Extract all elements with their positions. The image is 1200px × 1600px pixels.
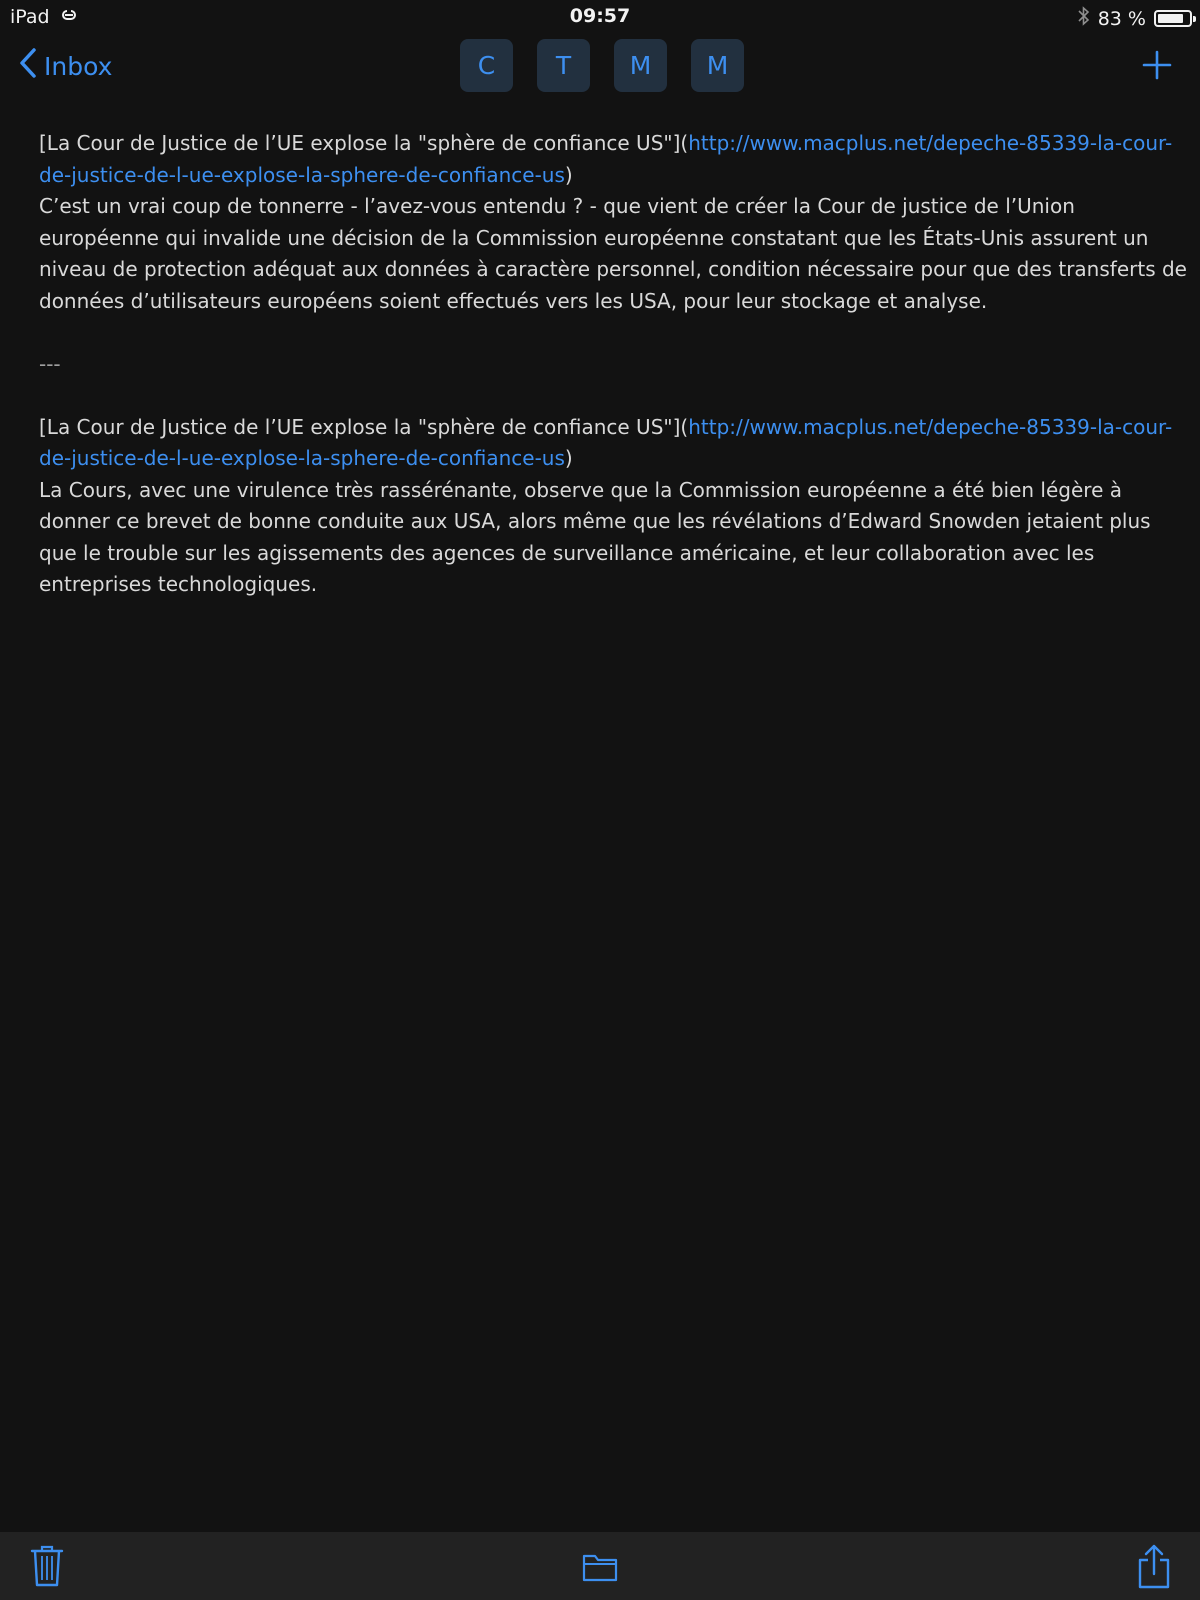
article-link[interactable]: http://www.macplus.net/depeche-85339-la-cour-de-justice-de-l-ue-explose-la-sphere-de-confiance-us xyxy=(39,131,1173,187)
avatar-m[interactable]: M xyxy=(614,39,667,92)
bluetooth-icon xyxy=(1078,6,1090,31)
back-button-label: Inbox xyxy=(44,51,113,81)
chevron-left-icon xyxy=(18,47,38,85)
battery-icon xyxy=(1154,10,1192,27)
article-link[interactable]: http://www.macplus.net/depeche-85339-la-cour-de-justice-de-l-ue-explose-la-sphere-de-confiance-us xyxy=(39,414,1173,470)
link-close: ) xyxy=(564,446,573,470)
status-time: 09:57 xyxy=(569,5,631,27)
device-name: iPad xyxy=(10,6,50,28)
link-title: [La Cour de Justice de l’UE explose la "sphère de confiance US"]( xyxy=(39,414,689,439)
message-paragraph-2: La Cours, avec une virulence très rassérénante, observe que la Commission européenne a été bien légère à donner ce brevet de bonne conduite aux USA, alors même que les révélations d’Edward Snowden jetaient plus que le trouble sur les agissements des agences de surveillance américaine, et leur collaboration avec les entreprises technologiques. xyxy=(39,477,1151,596)
battery-percentage: 83 % xyxy=(1097,7,1146,30)
recipient-avatars xyxy=(460,39,744,92)
avatar-c[interactable]: C xyxy=(460,39,513,92)
message-paragraph-1: C’est un vrai coup de tonnerre - l’avez-vous entendu ? - que vient de créer la Cour de justice de l’Union européenne qui invalide une décision de la Commission européenne constatant que les États-Unis assurent un niveau de protection adéquat aux données à caractère personnel, condition nécessaire pour que des transferts de données d’utilisateurs européens soient effectués vers les USA, pour leur stockage et analyse. xyxy=(39,194,1187,313)
folder-icon xyxy=(582,1567,618,1586)
share-icon xyxy=(1137,1575,1171,1594)
message-body xyxy=(39,128,1189,601)
bottom-toolbar xyxy=(0,1532,1200,1600)
message-link-line-1 xyxy=(39,128,1189,191)
avatar-t[interactable]: T xyxy=(537,39,590,92)
share-button[interactable] xyxy=(1137,1544,1171,1594)
message-link-line-2 xyxy=(39,412,1189,475)
avatar-m-2[interactable]: M xyxy=(691,39,744,92)
navigation-bar xyxy=(0,34,1200,98)
status-bar xyxy=(0,0,1200,34)
link-close: ) xyxy=(564,162,573,187)
move-to-folder-button[interactable] xyxy=(582,1552,618,1586)
delete-button[interactable] xyxy=(30,1544,64,1592)
separator: --- xyxy=(39,351,61,376)
plus-icon xyxy=(1142,65,1172,84)
back-to-inbox-button[interactable] xyxy=(18,47,112,85)
trash-icon xyxy=(30,1573,64,1592)
add-button[interactable] xyxy=(1142,50,1172,84)
link-title: [La Cour de Justice de l’UE explose la "sphère de confiance US"]( xyxy=(39,131,689,155)
status-right xyxy=(1078,6,1192,31)
